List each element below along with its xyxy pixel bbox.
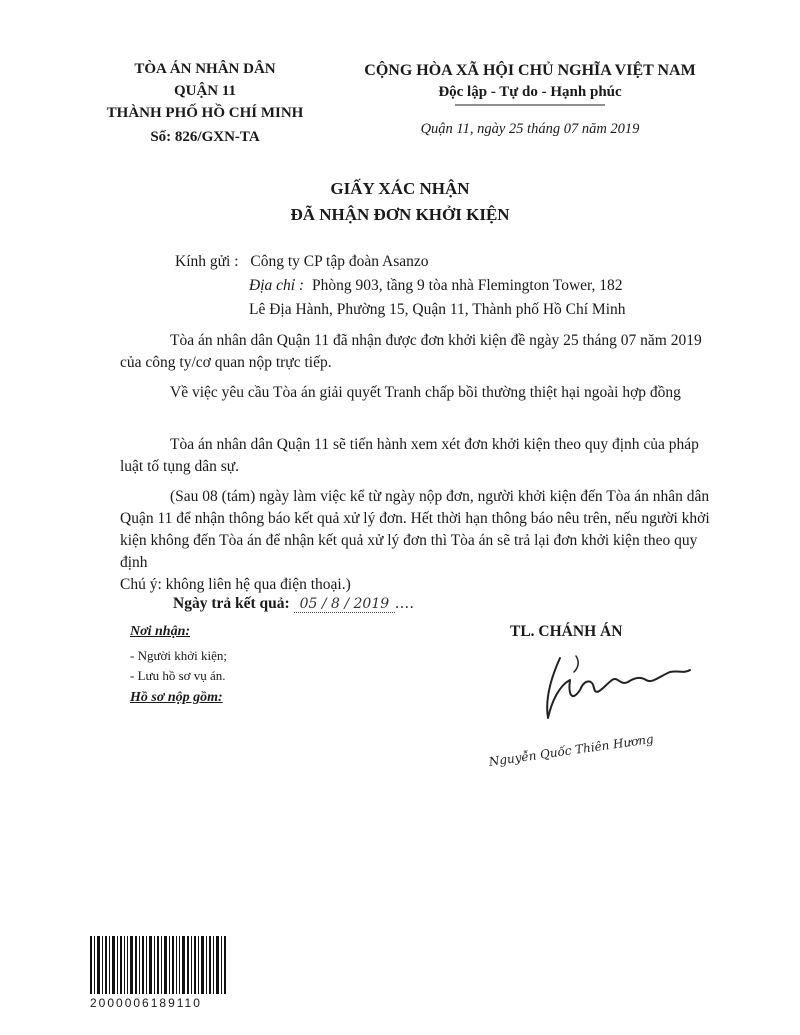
title-line1: GIẤY XÁC NHẬN [330, 179, 470, 198]
return-date-dots: .... [395, 595, 415, 612]
national-motto: Độc lập - Tự do - Hạnh phúc [438, 84, 622, 100]
return-date-row [173, 595, 415, 613]
recipient-item: - Lưu hồ sơ vụ án. [130, 668, 226, 683]
barcode-number: 2000006189110 [90, 996, 202, 1010]
documents-label: Hồ sơ nộp gồm: [130, 690, 223, 705]
handwritten-signature [520, 650, 700, 730]
recipient-block [175, 250, 626, 322]
document-title [150, 176, 650, 228]
issue-date: Quận 11, ngày 25 tháng 07 năm 2019 [420, 121, 640, 137]
address-label: Địa chỉ : [249, 277, 305, 294]
barcode-icon [88, 936, 228, 994]
address-line1: Phòng 903, tầng 9 tòa nhà Flemington Tower, 182 [311, 277, 623, 294]
recipients-label: Nơi nhận: [130, 624, 191, 639]
to-name: Công ty CP tập đoàn Asanzo [250, 253, 429, 270]
signer-name: Nguyễn Quốc Thiên Hương [488, 731, 655, 769]
address-row [175, 274, 626, 298]
recipient-item: - Người khởi kiện; [130, 648, 227, 663]
paragraph-review: Tòa án nhân dân Quận 11 sẽ tiến hành xem xét đơn khởi kiện theo quy định của pháp luật tố tụng dân sự. [120, 436, 699, 475]
document-number: Số: 826/GXN-TA [150, 129, 260, 145]
national-title: CỘNG HÒA XÃ HỘI CHỦ NGHĨA VIỆT NAM [364, 62, 696, 79]
address-line2: Lê Địa Hành, Phường 15, Quận 11, Thành phố Hồ Chí Minh [249, 301, 626, 318]
paragraph-received: Tòa án nhân dân Quận 11 đã nhận được đơn khởi kiện đề ngày 25 tháng 07 năm 2019 của công ty/cơ quan nộp trực tiếp. [120, 332, 702, 371]
return-date-label: Ngày trả kết quả: [173, 595, 290, 612]
recipient-row [175, 250, 626, 274]
court-name-line3: THÀNH PHỐ HỒ CHÍ MINH [106, 105, 304, 121]
court-name-line2: QUẬN 11 [173, 83, 237, 99]
recipients-list [130, 646, 227, 686]
signature-title: TL. CHÁNH ÁN [510, 623, 623, 640]
return-date-value: 05 / 8 / 2019 [294, 596, 396, 613]
paragraph-subject: Về việc yêu cầu Tòa án giải quyết Tranh chấp bồi thường thiệt hại ngoài hợp đồng [170, 384, 681, 401]
phone-note: Chú ý: không liên hệ qua điện thoại.) [120, 576, 351, 593]
title-line2: ĐÃ NHẬN ĐƠN KHỞI KIỆN [290, 205, 510, 224]
court-name-line1: TÒA ÁN NHÂN DÂN [134, 61, 276, 77]
to-label: Kính gửi : [175, 253, 239, 270]
paragraph-notice: (Sau 08 (tám) ngày làm việc kể từ ngày nộp đơn, người khởi kiện đến Tòa án nhân dân Quận 11 để nhận thông báo kết quả xử lý đơn. Hết thời hạn thông báo nêu trên, nếu người khởi kiện không đến Tòa án để nhận kết quả xử lý đơn thì Tòa án sẽ trả lại đơn khởi kiện theo quy định Chú ý: không liên hệ qua điện thoại.) [120, 486, 720, 596]
court-header [95, 58, 315, 148]
motto-underline [455, 103, 605, 107]
national-header [345, 60, 715, 138]
